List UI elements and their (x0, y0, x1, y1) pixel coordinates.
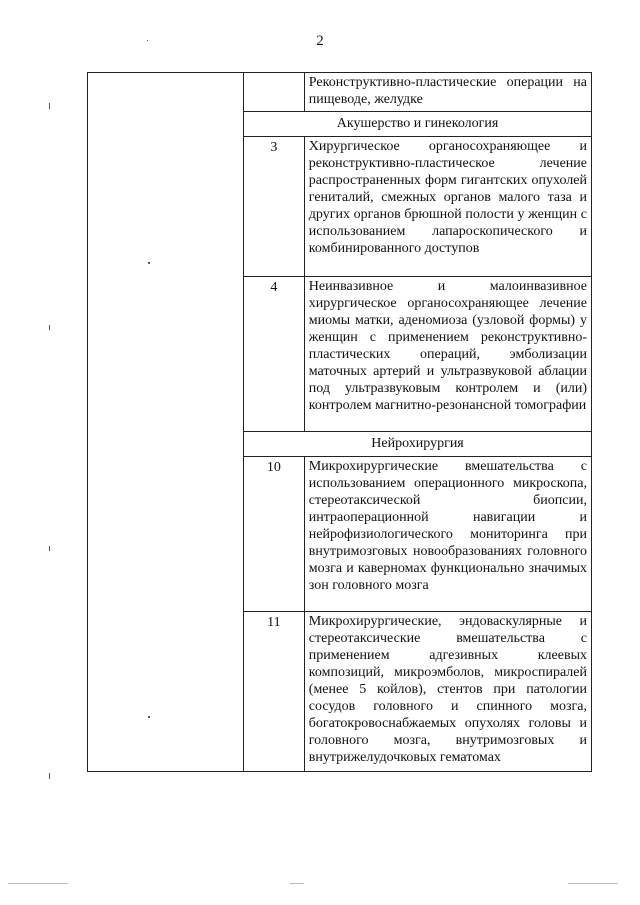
scan-edge-mark (568, 883, 618, 884)
row-text-cell (304, 73, 591, 112)
row-number (244, 73, 305, 112)
table-row (88, 73, 592, 112)
scan-speck (49, 103, 50, 109)
row-number: 11 (244, 612, 305, 772)
row-text: Микрохирургические, эндоваскулярные и стереотаксические вмешательства с применением адгезивных клеевых композиций, микроэмболов, микроспиралей (менее 5 койлов), стентов при патологии сосудов головного и спинного мозга, богатокровоснабжаемых опухолях головы и головного мозга, внутримозговых и внутрижелудочковых гематомах (308, 614, 587, 765)
row-number: 4 (244, 277, 305, 432)
left-column-cell (88, 73, 244, 772)
scan-speck (148, 716, 150, 718)
row-text-cell (304, 612, 591, 772)
scan-edge-mark (290, 883, 304, 884)
row-number: 10 (244, 457, 305, 612)
row-text: Микрохирургические вмешательства с использованием операционного микроскопа, стереотаксической биопсии, интраоперационной навигации и нейрофизиологического мониторинга при внутримозговых новообразованиях головного мозга и каверномах функционально значимых зон головного мозга (308, 459, 587, 593)
section-heading-neurosurgery: Нейрохирургия (244, 432, 592, 457)
row-text-cell (304, 277, 591, 432)
scan-speck (147, 40, 148, 41)
scan-edge-mark (8, 883, 68, 884)
row-text-cell (304, 457, 591, 612)
procedures-table (87, 72, 592, 772)
row-number: 3 (244, 137, 305, 277)
scan-speck (49, 325, 50, 330)
row-text-cell (304, 137, 591, 277)
scan-speck (49, 546, 50, 551)
section-heading-obstetrics: Акушерство и гинекология (244, 112, 592, 137)
row-text: Неинвазивное и малоинвазивное хирургическое органосохраняющее лечение миомы матки, аденомиоза (узловой формы) у женщин с применением реконструктивно-пластических операций, эмболизации маточных артерий и ультразвуковой аблации под ультразвуковым контролем и (или) контролем магнитно-резонансной томографии (308, 279, 587, 413)
scan-speck (49, 773, 50, 779)
row-text: Реконструктивно-пластические операции на пищеводе, желудке (308, 75, 587, 107)
row-text: Хирургическое органосохраняющее и реконструктивно-пластическое лечение распространенных форм гигантских опухолей гениталий, смежных органов малого таза и других органов брюшной полости у женщин с использованием лапароскопического и комбинированного доступов (308, 139, 587, 256)
page-number: 2 (316, 33, 324, 49)
scan-speck (148, 262, 150, 264)
